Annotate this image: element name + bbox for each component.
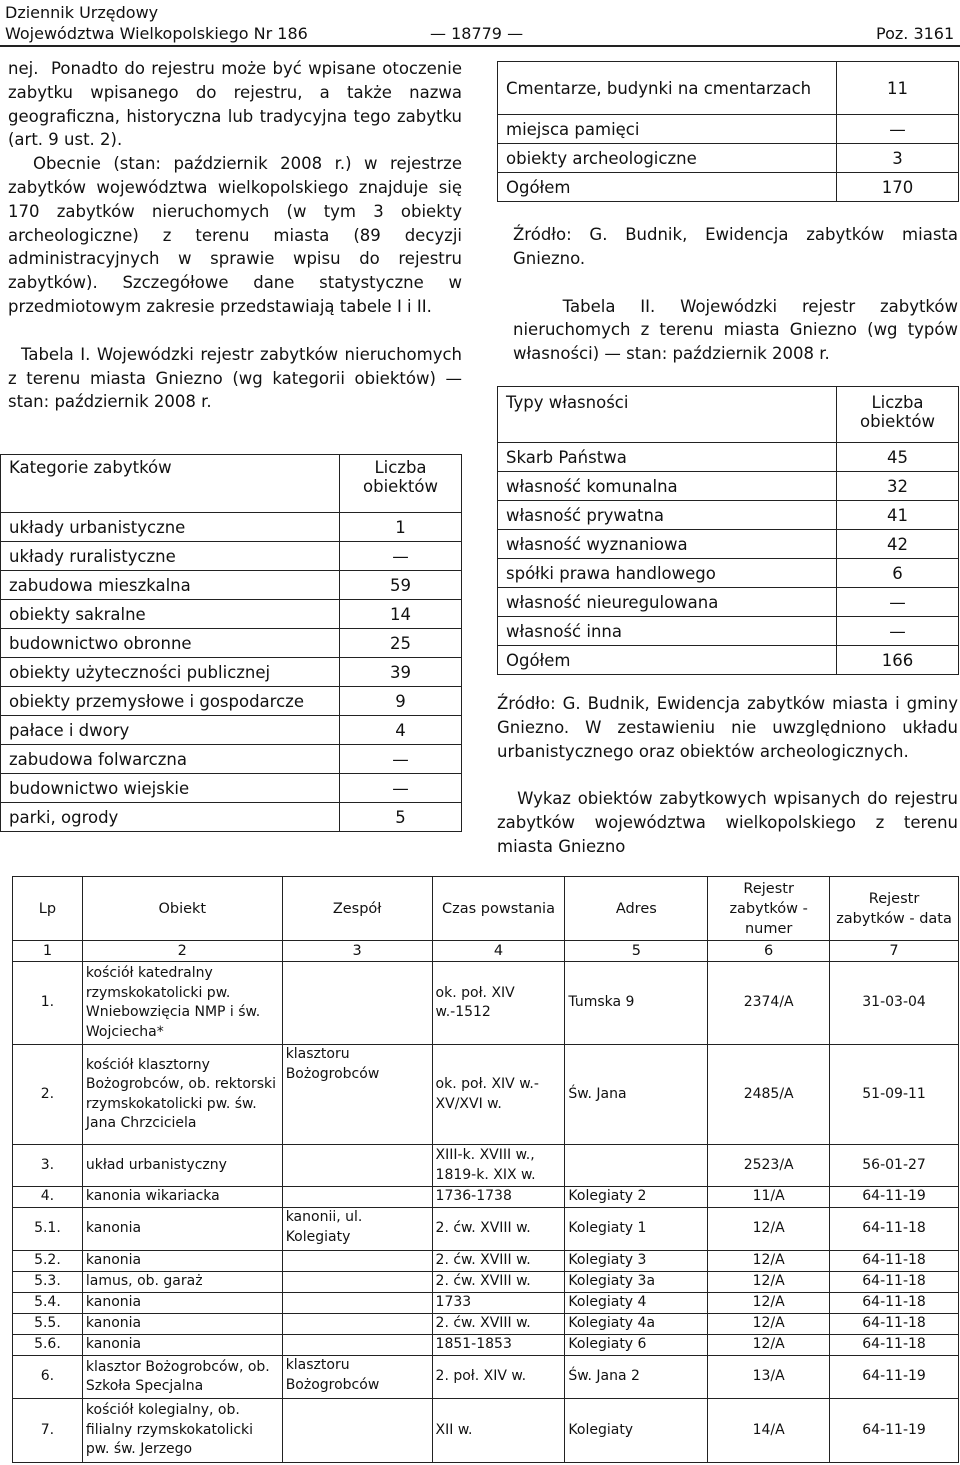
register-row xyxy=(13,1399,959,1463)
register-row xyxy=(13,1272,959,1293)
register-header-cell: Rejestr zabytków - numer xyxy=(708,877,830,941)
register-row xyxy=(13,1045,959,1145)
row-value: 32 xyxy=(837,472,959,501)
register-cell-adres: Kolegiaty xyxy=(565,1399,708,1463)
register-header-cell: Zespół xyxy=(282,877,432,941)
register-cell-czas: XII w. xyxy=(432,1399,565,1463)
row-label: własność wyznaniowa xyxy=(498,530,837,559)
register-cell-lp: 5.3. xyxy=(13,1272,83,1293)
row-value: 11 xyxy=(837,62,959,115)
register-cell-data: 64-11-18 xyxy=(830,1208,959,1251)
journal-line-1: Dziennik Urzędowy xyxy=(5,3,159,22)
register-cell-numer: 12/A xyxy=(708,1272,830,1293)
register-cell-numer: 12/A xyxy=(708,1335,830,1356)
table-row xyxy=(498,173,959,202)
column-number: 7 xyxy=(830,941,959,962)
register-cell-czas: 2. poł. XIV w. xyxy=(432,1356,565,1399)
row-label: budownictwo wiejskie xyxy=(1,774,340,803)
register-intro: Wykaz obiektów zabytkowych wpisanych do rejestru zabytków województwa wielkopolskiego z terenu miasta Gniezno xyxy=(497,789,958,856)
register-cell-obiekt: klasztor Bożogrobców, ob. Szkoła Specjalna xyxy=(82,1356,282,1399)
register-cell-czas: 1736-1738 xyxy=(432,1187,565,1208)
table-row xyxy=(498,646,959,675)
register-row xyxy=(13,1314,959,1335)
table-row xyxy=(498,617,959,646)
register-cell-numer: 14/A xyxy=(708,1399,830,1463)
table-2 xyxy=(497,386,959,675)
register-cell-czas: 1851-1853 xyxy=(432,1335,565,1356)
register-table xyxy=(12,876,959,1463)
register-row xyxy=(13,1293,959,1314)
table-row xyxy=(498,144,959,173)
register-cell-zespol xyxy=(282,1251,432,1272)
row-label: parki, ogrody xyxy=(1,803,340,832)
register-cell-adres: Tumska 9 xyxy=(565,962,708,1045)
row-label: Ogółem xyxy=(498,646,837,675)
row-label: własność nieuregulowana xyxy=(498,588,837,617)
register-cell-obiekt: kanonia xyxy=(82,1314,282,1335)
column-number: 1 xyxy=(13,941,83,962)
register-cell-obiekt: kanonia xyxy=(82,1208,282,1251)
register-cell-lp: 5.4. xyxy=(13,1293,83,1314)
table-row xyxy=(1,716,462,745)
table-row xyxy=(1,629,462,658)
register-header-cell: Lp xyxy=(13,877,83,941)
row-label: miejsca pamięci xyxy=(498,115,837,144)
header-rule xyxy=(0,45,960,47)
row-value: — xyxy=(340,774,462,803)
register-row xyxy=(13,1251,959,1272)
register-cell-data: 56-01-27 xyxy=(830,1145,959,1187)
register-header-cell: Czas powstania xyxy=(432,877,565,941)
register-cell-czas: ok. poł. XIV w.-XV/XVI w. xyxy=(432,1045,565,1145)
table-2-header xyxy=(498,387,959,443)
register-row xyxy=(13,1208,959,1251)
register-cell-lp: 5.5. xyxy=(13,1314,83,1335)
row-value: 45 xyxy=(837,443,959,472)
register-cell-data: 64-11-18 xyxy=(830,1272,959,1293)
register-cell-obiekt: kościół katedralny rzymskokatolicki pw. Wniebowzięcia NMP i św. Wojciecha* xyxy=(82,962,282,1045)
right-column xyxy=(513,223,958,366)
register-cell-adres: Św. Jana 2 xyxy=(565,1356,708,1399)
register-cell-lp: 1. xyxy=(13,962,83,1045)
register-cell-numer: 11/A xyxy=(708,1187,830,1208)
table-row xyxy=(1,745,462,774)
row-label: Skarb Państwa xyxy=(498,443,837,472)
row-label: Ogółem xyxy=(498,173,837,202)
row-value: 166 xyxy=(837,646,959,675)
register-cell-obiekt: kanonia xyxy=(82,1293,282,1314)
paragraph-2: Obecnie (stan: październik 2008 r.) w rejestrze zabytków województwa wielkopolskiego znajduje się 170 zabytków nieruchomych (w tym 3 obiekty archeologiczne) z terenu miasta (89 decyzji administracyjnych w sprawie wpisu do rejestru zabytków). Szczegółowe dane statystyczne w przedmiotowym zakresie przedstawiają tabele I i II. xyxy=(8,154,462,316)
register-cell-zespol: kanonii, ul. Kolegiaty xyxy=(282,1208,432,1251)
journal-title xyxy=(5,2,308,44)
register-cell-czas: 2. ćw. XVIII w. xyxy=(432,1251,565,1272)
register-header-cell: Rejestr zabytków - data xyxy=(830,877,959,941)
register-cell-adres: Kolegiaty 4 xyxy=(565,1293,708,1314)
register-cell-zespol xyxy=(282,1293,432,1314)
row-label: układy ruralistyczne xyxy=(1,542,340,571)
register-cell-adres: Kolegiaty 2 xyxy=(565,1187,708,1208)
column-number: 6 xyxy=(708,941,830,962)
register-row xyxy=(13,1335,959,1356)
register-row xyxy=(13,962,959,1045)
register-cell-obiekt: kanonia wikariacka xyxy=(82,1187,282,1208)
register-cell-lp: 3. xyxy=(13,1145,83,1187)
register-cell-numer: 2523/A xyxy=(708,1145,830,1187)
row-value: — xyxy=(837,588,959,617)
register-cell-data: 64-11-18 xyxy=(830,1293,959,1314)
register-row xyxy=(13,1356,959,1399)
row-label: własność komunalna xyxy=(498,472,837,501)
register-cell-obiekt: kanonia xyxy=(82,1335,282,1356)
source-2: Źródło: G. Budnik, Ewidencja zabytków miasta i gminy Gniezno. W zestawieniu nie uwzględniono układu urbanistycznego oraz obiektów archeologicznych. xyxy=(497,694,958,761)
register-cell-zespol xyxy=(282,1187,432,1208)
table-row xyxy=(498,443,959,472)
table-row xyxy=(1,571,462,600)
row-label: obiekty użyteczności publicznej xyxy=(1,658,340,687)
register-cell-numer: 12/A xyxy=(708,1208,830,1251)
register-cell-lp: 5.6. xyxy=(13,1335,83,1356)
register-cell-obiekt: lamus, ob. garaż xyxy=(82,1272,282,1293)
register-cell-data: 31-03-04 xyxy=(830,962,959,1045)
table-row xyxy=(498,115,959,144)
register-cell-adres: Kolegiaty 3 xyxy=(565,1251,708,1272)
row-label: układy urbanistyczne xyxy=(1,513,340,542)
row-label: własność inna xyxy=(498,617,837,646)
row-label: zabudowa mieszkalna xyxy=(1,571,340,600)
register-row xyxy=(13,1145,959,1187)
register-cell-numer: 12/A xyxy=(708,1293,830,1314)
table-row xyxy=(498,559,959,588)
journal-line-2: Województwa Wielkopolskiego Nr 186 xyxy=(5,24,308,43)
register-header-cell: Obiekt xyxy=(82,877,282,941)
table-row xyxy=(1,774,462,803)
row-label: pałace i dwory xyxy=(1,716,340,745)
right-column-lower xyxy=(497,692,958,859)
row-value: 3 xyxy=(837,144,959,173)
register-header-row xyxy=(13,877,959,941)
column-number: 2 xyxy=(82,941,282,962)
row-label: własność prywatna xyxy=(498,501,837,530)
header-count: Liczba obiektów xyxy=(340,455,462,513)
table-row xyxy=(498,62,959,115)
header-category: Kategorie zabytków xyxy=(1,455,340,513)
row-value: 59 xyxy=(340,571,462,600)
row-value: 14 xyxy=(340,600,462,629)
register-cell-zespol xyxy=(282,1314,432,1335)
register-cell-data: 64-11-18 xyxy=(830,1335,959,1356)
register-cell-lp: 6. xyxy=(13,1356,83,1399)
register-cell-adres: Kolegiaty 6 xyxy=(565,1335,708,1356)
column-number: 3 xyxy=(282,941,432,962)
row-label: obiekty archeologiczne xyxy=(498,144,837,173)
table-row xyxy=(1,600,462,629)
register-cell-numer: 12/A xyxy=(708,1314,830,1335)
register-cell-data: 64-11-18 xyxy=(830,1314,959,1335)
register-cell-data: 64-11-19 xyxy=(830,1399,959,1463)
row-value: 9 xyxy=(340,687,462,716)
table-row xyxy=(498,530,959,559)
row-value: 1 xyxy=(340,513,462,542)
register-cell-zespol: klasztoru Bożogrobców xyxy=(282,1045,432,1145)
register-cell-lp: 2. xyxy=(13,1045,83,1145)
register-cell-czas: XIII-k. XVIII w., 1819-k. XIX w. xyxy=(432,1145,565,1187)
table-row xyxy=(1,803,462,832)
register-cell-obiekt: kościół kolegialny, ob. filialny rzymskokatolicki pw. św. Jerzego xyxy=(82,1399,282,1463)
register-number-row xyxy=(13,941,959,962)
table-row xyxy=(1,513,462,542)
table-row xyxy=(498,501,959,530)
row-value: 170 xyxy=(837,173,959,202)
column-number: 5 xyxy=(565,941,708,962)
register-cell-numer: 12/A xyxy=(708,1251,830,1272)
row-value: 42 xyxy=(837,530,959,559)
register-cell-adres: Św. Jana xyxy=(565,1045,708,1145)
row-value: — xyxy=(837,617,959,646)
register-cell-numer: 13/A xyxy=(708,1356,830,1399)
row-value: — xyxy=(340,745,462,774)
row-value: 39 xyxy=(340,658,462,687)
header-type: Typy własności xyxy=(498,387,837,443)
row-label: Cmentarze, budynki na cmentarzach xyxy=(498,62,837,115)
register-cell-lp: 4. xyxy=(13,1187,83,1208)
row-value: 25 xyxy=(340,629,462,658)
register-cell-zespol xyxy=(282,1335,432,1356)
register-cell-obiekt: kanonia xyxy=(82,1251,282,1272)
row-value: — xyxy=(837,115,959,144)
register-cell-adres: Kolegiaty 4a xyxy=(565,1314,708,1335)
register-cell-adres: Kolegiaty 3a xyxy=(565,1272,708,1293)
table-row xyxy=(1,542,462,571)
row-value: 4 xyxy=(340,716,462,745)
register-cell-data: 51-09-11 xyxy=(830,1045,959,1145)
register-cell-czas: 2. ćw. XVIII w. xyxy=(432,1272,565,1293)
register-header-cell: Adres xyxy=(565,877,708,941)
register-cell-zespol xyxy=(282,1145,432,1187)
register-cell-adres xyxy=(565,1145,708,1187)
page-number: — 18779 — xyxy=(430,24,524,43)
register-cell-obiekt: układ urbanistyczny xyxy=(82,1145,282,1187)
register-cell-numer: 2374/A xyxy=(708,962,830,1045)
row-value: 5 xyxy=(340,803,462,832)
table-1 xyxy=(0,454,462,832)
table-row xyxy=(1,658,462,687)
row-label: spółki prawa handlowego xyxy=(498,559,837,588)
table2-caption: Tabela II. Wojewódzki rejestr zabytków nieruchomych z terenu miasta Gniezno (wg typów własności) — stan: październik 2008 r. xyxy=(513,296,958,364)
register-cell-lp: 7. xyxy=(13,1399,83,1463)
register-cell-data: 64-11-19 xyxy=(830,1356,959,1399)
source-1: Źródło: G. Budnik, Ewidencja zabytków miasta Gniezno. xyxy=(513,225,958,268)
table1-caption: Tabela I. Wojewódzki rejestr zabytków nieruchomych z terenu miasta Gniezno (wg kategorii obiektów) — stan: październik 2008 r. xyxy=(8,344,462,412)
table-row xyxy=(1,687,462,716)
table-1-continued xyxy=(497,61,959,202)
register-cell-lp: 5.2. xyxy=(13,1251,83,1272)
register-cell-zespol: klasztoru Bożogrobców xyxy=(282,1356,432,1399)
left-column xyxy=(8,57,462,414)
register-cell-data: 64-11-18 xyxy=(830,1251,959,1272)
table-1-header xyxy=(1,455,462,513)
row-label: obiekty sakralne xyxy=(1,600,340,629)
register-cell-obiekt: kościół klasztorny Bożogrobców, ob. rektorski rzymskokatolicki pw. św. Jana Chrzciciela xyxy=(82,1045,282,1145)
register-cell-data: 64-11-19 xyxy=(830,1187,959,1208)
row-label: budownictwo obronne xyxy=(1,629,340,658)
register-cell-czas: 1733 xyxy=(432,1293,565,1314)
register-cell-czas: ok. poł. XIV w.-1512 xyxy=(432,962,565,1045)
position-number: Poz. 3161 xyxy=(876,24,955,43)
row-label: obiekty przemysłowe i gospodarcze xyxy=(1,687,340,716)
row-label: zabudowa folwarczna xyxy=(1,745,340,774)
register-cell-czas: 2. ćw. XVIII w. xyxy=(432,1314,565,1335)
register-cell-zespol xyxy=(282,962,432,1045)
column-number: 4 xyxy=(432,941,565,962)
register-row xyxy=(13,1187,959,1208)
row-value: 41 xyxy=(837,501,959,530)
row-value: 6 xyxy=(837,559,959,588)
register-cell-czas: 2. ćw. XVIII w. xyxy=(432,1208,565,1251)
paragraph-1: nej. Ponadto do rejestru może być wpisane otoczenie zabytku wpisanego do rejestru, a także nazwa geograficzna, historyczna lub tradycyjna tego zabytku (art. 9 ust. 2). xyxy=(8,59,462,150)
row-value: — xyxy=(340,542,462,571)
header-count: Liczba obiektów xyxy=(837,387,959,443)
table-row xyxy=(498,472,959,501)
register-cell-adres: Kolegiaty 1 xyxy=(565,1208,708,1251)
register-cell-numer: 2485/A xyxy=(708,1045,830,1145)
register-cell-zespol xyxy=(282,1272,432,1293)
register-cell-zespol xyxy=(282,1399,432,1463)
register-cell-lp: 5.1. xyxy=(13,1208,83,1251)
table-row xyxy=(498,588,959,617)
